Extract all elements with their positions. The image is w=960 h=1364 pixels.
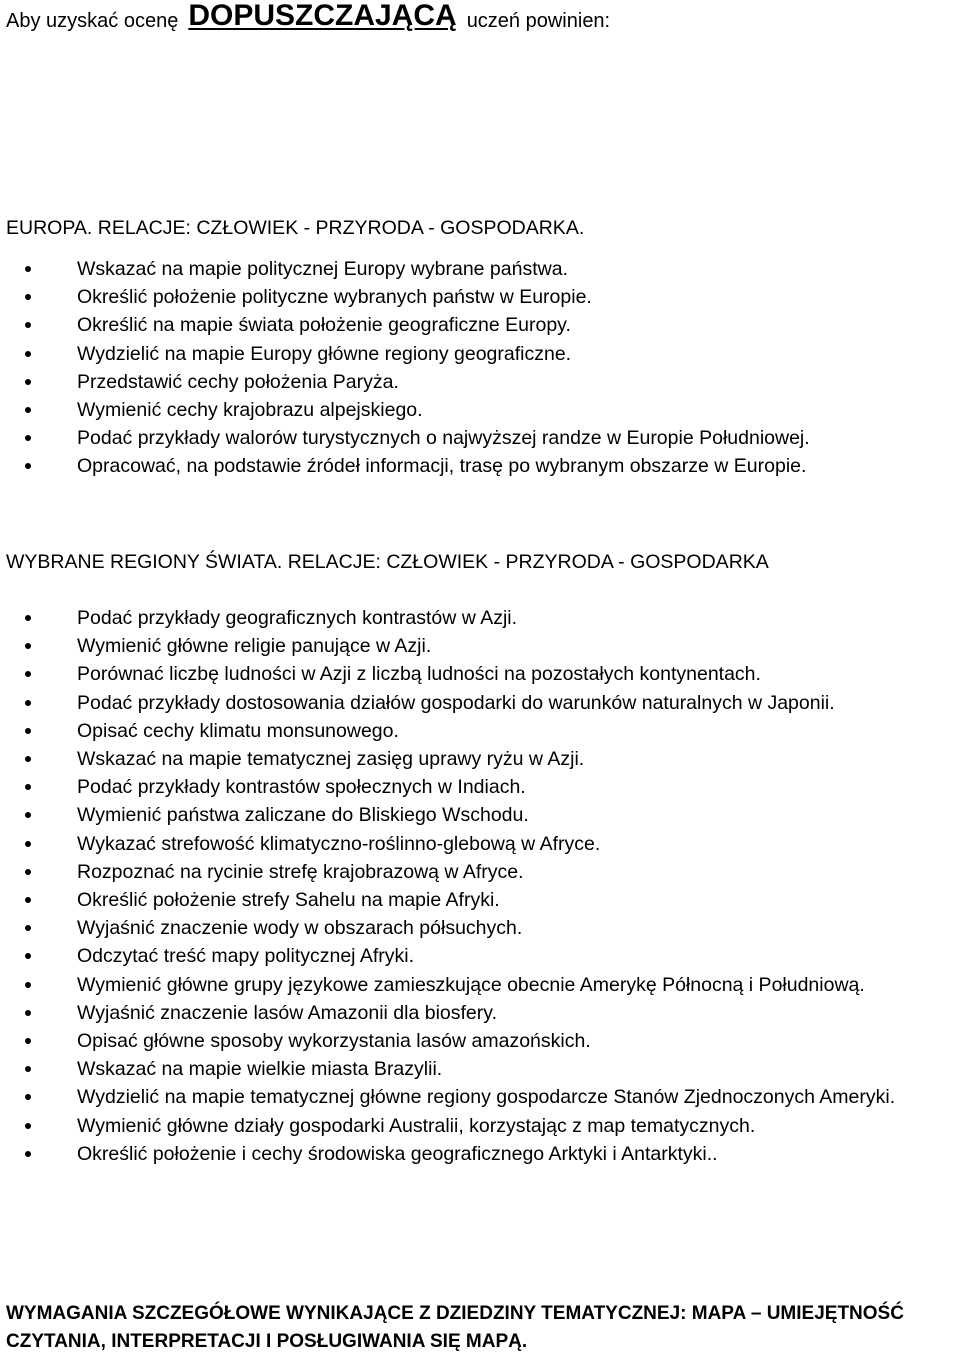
list-item: Odczytać treść mapy politycznej Afryki.	[0, 942, 960, 970]
world-regions-requirements-list	[0, 604, 960, 1168]
bullet-icon	[25, 728, 31, 734]
bullet-icon	[25, 615, 31, 621]
intro-prefix: Aby uzyskać ocenę	[6, 10, 179, 32]
list-item: Podać przykłady geograficznych kontrastów w Azji.	[0, 604, 960, 632]
bullet-icon	[25, 1151, 31, 1157]
list-item: Wymienić główne grupy językowe zamieszkujące obecnie Amerykę Północną i Południową.	[0, 971, 947, 999]
list-item: Opisać cechy klimatu monsunowego.	[0, 717, 960, 745]
list-item: Opisać główne sposoby wykorzystania lasów amazońskich.	[0, 1027, 960, 1055]
bullet-icon	[25, 407, 31, 413]
grade-label: DOPUSZCZAJĄCĄ	[188, 0, 457, 32]
bullet-icon	[25, 294, 31, 300]
intro-line	[6, 0, 610, 36]
bullet-icon	[25, 812, 31, 818]
list-item: Podać przykłady kontrastów społecznych w Indiach.	[0, 773, 960, 801]
europe-requirements-list	[0, 255, 960, 481]
bullet-icon	[25, 700, 31, 706]
bullet-icon	[25, 463, 31, 469]
list-item: Określić położenie i cechy środowiska geograficznego Arktyki i Antarktyki..	[0, 1140, 960, 1168]
list-item: Wymienić główne działy gospodarki Australii, korzystając z map tematycznych.	[0, 1112, 960, 1140]
bullet-icon	[25, 841, 31, 847]
intro-suffix: uczeń powinien:	[466, 10, 611, 32]
section-heading-world-regions: WYBRANE REGIONY ŚWIATA. RELACJE: CZŁOWIEK - PRZYRODA - GOSPODARKA	[6, 551, 769, 573]
bullet-icon	[25, 671, 31, 677]
bullet-icon	[25, 756, 31, 762]
list-item: Rozpoznać na rycinie strefę krajobrazową w Afryce.	[0, 858, 960, 886]
bullet-icon	[25, 897, 31, 903]
bullet-icon	[25, 1038, 31, 1044]
list-item: Określić położenie strefy Sahelu na mapie Afryki.	[0, 886, 960, 914]
bullet-icon	[25, 435, 31, 441]
list-item: Określić położenie polityczne wybranych państw w Europie.	[0, 283, 960, 311]
bullet-icon	[25, 643, 31, 649]
list-item: Wymienić główne religie panujące w Azji.	[0, 632, 960, 660]
list-item: Podać przykłady dostosowania działów gospodarki do warunków naturalnych w Japonii.	[0, 689, 947, 717]
bullet-icon	[25, 1123, 31, 1129]
bullet-icon	[25, 784, 31, 790]
section-heading-map-skills: WYMAGANIA SZCZEGÓŁOWE WYNIKAJĄCE Z DZIEDZINY TEMATYCZNEJ: MAPA – UMIEJĘTNOŚĆ CZYTANIA, INTERPRETACJI I POSŁUGIWANIA SIĘ MAPĄ.	[6, 1303, 904, 1352]
list-item: Wydzielić na mapie Europy główne regiony geograficzne.	[0, 340, 960, 368]
list-item: Wymienić państwa zaliczane do Bliskiego Wschodu.	[0, 801, 960, 829]
bullet-icon	[25, 953, 31, 959]
section-heading-europe: EUROPA. RELACJE: CZŁOWIEK - PRZYRODA - GOSPODARKA.	[6, 217, 585, 239]
bullet-icon	[25, 925, 31, 931]
list-item: Porównać liczbę ludności w Azji z liczbą ludności na pozostałych kontynentach.	[0, 660, 960, 688]
bullet-icon	[25, 1010, 31, 1016]
list-item: Opracować, na podstawie źródeł informacji, trasę po wybranym obszarze w Europie.	[0, 452, 960, 480]
list-item: Określić na mapie świata położenie geograficzne Europy.	[0, 311, 960, 339]
bullet-icon	[25, 869, 31, 875]
bullet-icon	[25, 1094, 31, 1100]
list-item: Wyjaśnić znaczenie wody w obszarach półsuchych.	[0, 914, 960, 942]
list-item: Wymienić cechy krajobrazu alpejskiego.	[0, 396, 960, 424]
bullet-icon	[25, 322, 31, 328]
bullet-icon	[25, 1066, 31, 1072]
bullet-icon	[25, 266, 31, 272]
bullet-icon	[25, 982, 31, 988]
bullet-icon	[25, 351, 31, 357]
list-item: Wyjaśnić znaczenie lasów Amazonii dla biosfery.	[0, 999, 960, 1027]
list-item: Przedstawić cechy położenia Paryża.	[0, 368, 960, 396]
list-item: Wskazać na mapie tematycznej zasięg uprawy ryżu w Azji.	[0, 745, 960, 773]
list-item: Wydzielić na mapie tematycznej główne regiony gospodarcze Stanów Zjednoczonych Ameryki.	[0, 1083, 947, 1111]
list-item: Wskazać na mapie politycznej Europy wybrane państwa.	[0, 255, 960, 283]
list-item: Wykazać strefowość klimatyczno-roślinno-glebową w Afryce.	[0, 830, 960, 858]
list-item: Wskazać na mapie wielkie miasta Brazylii.	[0, 1055, 960, 1083]
list-item: Podać przykłady walorów turystycznych o najwyższej randze w Europie Południowej.	[0, 424, 960, 452]
bullet-icon	[25, 379, 31, 385]
